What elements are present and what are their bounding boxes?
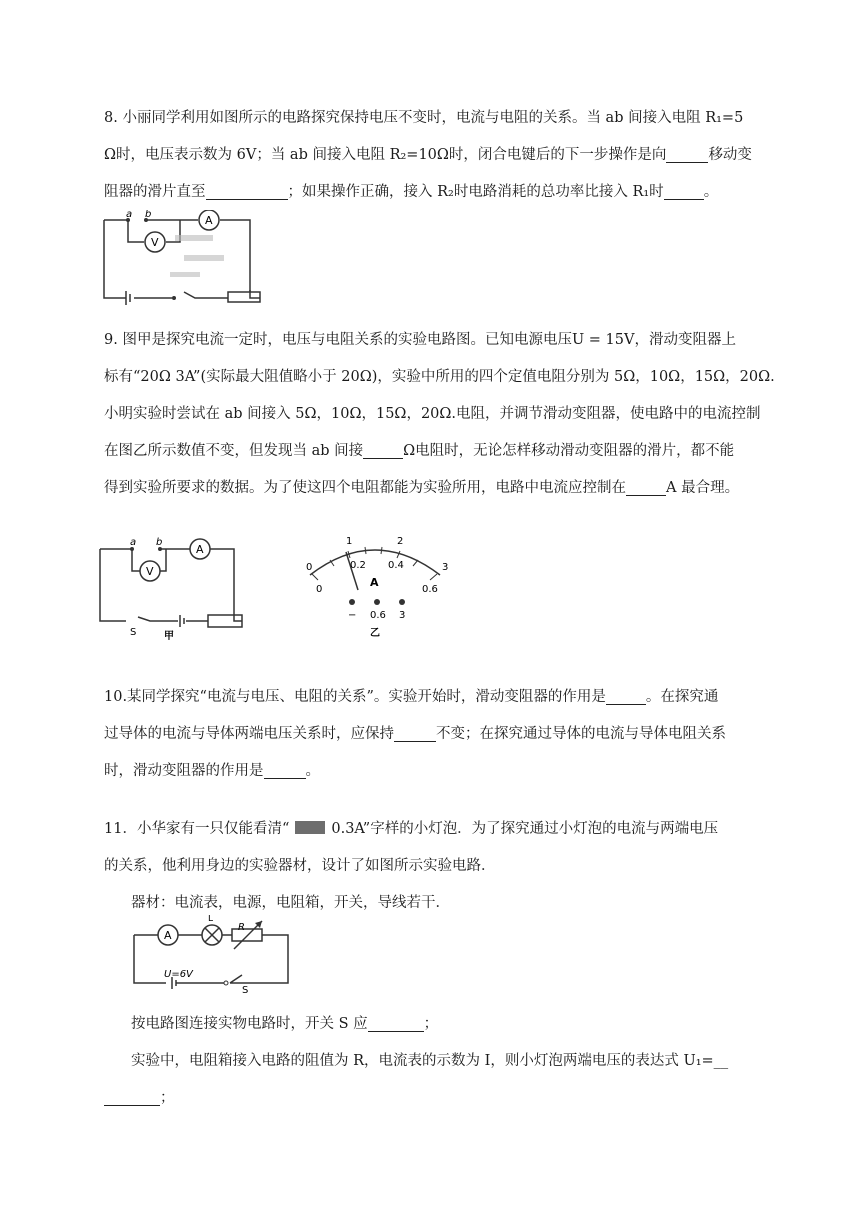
terminal-06: 0.6 — [370, 610, 386, 621]
q9-jia-label-a: a — [130, 537, 137, 548]
dial-top-2: 2 — [397, 536, 404, 547]
dial-bottom-04: 0.4 — [388, 560, 404, 571]
q8-circuit-figure — [100, 210, 275, 308]
q10-line3-text: 时，滑动变阻器的作用是 — [104, 763, 264, 779]
q11-line4-text: 按电路图连接实物电路时，开关 S 应 — [131, 1016, 368, 1032]
q11-line3: 器材：电流表，电源，电阻箱，开关，导线若干． — [131, 895, 450, 911]
q11-lamp-label: L — [208, 915, 214, 924]
q8-line3-mid: ；如果操作正确，接入 R₂时电路消耗的总功率比接入 R₁时 — [287, 184, 664, 200]
q9-line4-tail: Ω电阻时，无论怎样移动滑动变阻器的滑片，都不能 — [403, 443, 735, 459]
terminal-neg: − — [348, 610, 357, 621]
q8-line1: 8. 小丽同学利用如图所示的电路探究保持电压不变时，电流与电阻的关系。当 ab 间接入电阻 R₁=5 — [104, 110, 744, 126]
q9-jia-caption: 甲 — [164, 631, 174, 640]
q9-jia-switch-label: S — [130, 627, 137, 638]
q9-yi-caption: 乙 — [370, 628, 380, 639]
q11-source-label: U=6V — [164, 969, 193, 980]
q8-blank-3[interactable] — [664, 181, 704, 200]
q11-box-label: R — [238, 922, 245, 933]
q11-line4 — [131, 1006, 781, 1043]
q8-line3 — [104, 174, 754, 211]
q11-blank-1[interactable] — [368, 1013, 424, 1032]
q8-line2 — [104, 137, 754, 174]
q10-blank-1[interactable] — [606, 686, 646, 705]
q9-line5-tail: A 最合理。 — [666, 480, 740, 496]
q9-line3: 小明实验时尝试在 ab 间接入 5Ω，10Ω，15Ω，20Ω.电阻，并调节滑动变阻器，使电路中的电流控制 — [104, 406, 761, 422]
q9-line2: 标有“20Ω 3A”(实际最大阻值略小于 20Ω)，实验中所用的四个定值电阻分别为 5Ω，10Ω，15Ω，20Ω. — [104, 369, 775, 385]
q8-blank-2[interactable] — [206, 181, 288, 200]
q8-line2-text: Ω时，电压表示数为 6V；当 ab 间接入电阻 R₂=10Ω时，闭合电键后的下一步操作是向 — [104, 147, 667, 163]
q9-blank-2[interactable] — [626, 477, 666, 496]
q8-voltmeter-label: V — [151, 236, 159, 249]
q10-line1-text: 10.某同学探究“电流与电压、电阻的关系”。实验开始时，滑动变阻器的作用是 — [104, 689, 606, 705]
q10-blank-3[interactable] — [264, 760, 306, 779]
dial-top-1: 1 — [346, 536, 353, 547]
q10-line2-tail: 不变；在探究通过导体的电流与导体电阻关系 — [436, 726, 726, 742]
q8-line3-end: 。 — [703, 184, 719, 200]
q9-circuit-jia — [98, 535, 248, 640]
q8-label-b: b — [145, 210, 152, 220]
dial-bottom-0: 0 — [316, 584, 323, 595]
q11-line4-end: ； — [423, 1016, 439, 1032]
dial-bottom-02: 0.2 — [350, 560, 366, 571]
dial-unit: A — [370, 576, 379, 589]
q9-ammeter-dial-yi — [290, 530, 460, 640]
q10-line1 — [104, 679, 754, 716]
q11-ammeter-label: A — [164, 929, 172, 942]
q9-jia-label-b: b — [156, 537, 163, 548]
dial-bottom-06: 0.6 — [422, 584, 438, 595]
q8-blank-1[interactable] — [666, 144, 708, 163]
q10-line2 — [104, 716, 754, 753]
q11-switch-label: S — [242, 985, 249, 995]
q9-line1: 9. 图甲是探究电流一定时，电压与电阻关系的实验电路图。已知电源电压U = 15V，滑动变阻器上 — [104, 332, 736, 348]
q10-blank-2[interactable] — [394, 723, 436, 742]
q10-line2-text: 过导体的电流与导体两端电压关系时，应保持 — [104, 726, 394, 742]
q10-line3 — [104, 753, 754, 790]
q11-line5: 实验中，电阻箱接入电路的阻值为 R，电流表的示数为 I，则小灯泡两端电压的表达式 U₁=__ — [131, 1053, 729, 1069]
q9-line5-text: 得到实验所要求的数据。为了使这四个电阻都能为实验所用，电路中电流应控制在 — [104, 480, 626, 496]
q11-blank-2[interactable] — [104, 1087, 160, 1106]
q11-line6-end: ； — [160, 1090, 175, 1106]
q11-line6 — [104, 1080, 754, 1117]
dial-top-3: 3 — [442, 562, 449, 573]
q9-jia-voltmeter-label: V — [146, 565, 154, 578]
q10-line3-end: 。 — [305, 763, 320, 779]
terminal-3: 3 — [399, 610, 406, 621]
q11-line1-tail: 0.3A”字样的小灯泡．为了探究通过小灯泡的电流与两端电压 — [331, 821, 719, 837]
q11-line1-text: 11．小华家有一只仅能看清“ — [104, 821, 290, 837]
q11-line1 — [104, 811, 754, 848]
q9-jia-ammeter-label: A — [196, 543, 204, 556]
q8-line2-tail: 移动变 — [708, 147, 752, 163]
q11-circuit-figure — [130, 915, 295, 995]
q10-line1-tail: 。在探究通 — [645, 689, 719, 705]
q11-line2: 的关系，他利用身边的实验器材，设计了如图所示实验电路． — [104, 858, 496, 874]
q8-ammeter-label: A — [205, 214, 213, 227]
q8-line3-text: 阻器的滑片直至 — [104, 184, 206, 200]
q9-line4 — [104, 433, 754, 470]
obscured-rating-block — [295, 821, 325, 834]
q8-label-a: a — [126, 210, 133, 220]
dial-top-0: 0 — [306, 562, 313, 573]
q9-line5 — [104, 470, 754, 507]
q9-blank-1[interactable] — [363, 440, 403, 459]
q9-line4-text: 在图乙所示数值不变，但发现当 ab 间接 — [104, 443, 364, 459]
